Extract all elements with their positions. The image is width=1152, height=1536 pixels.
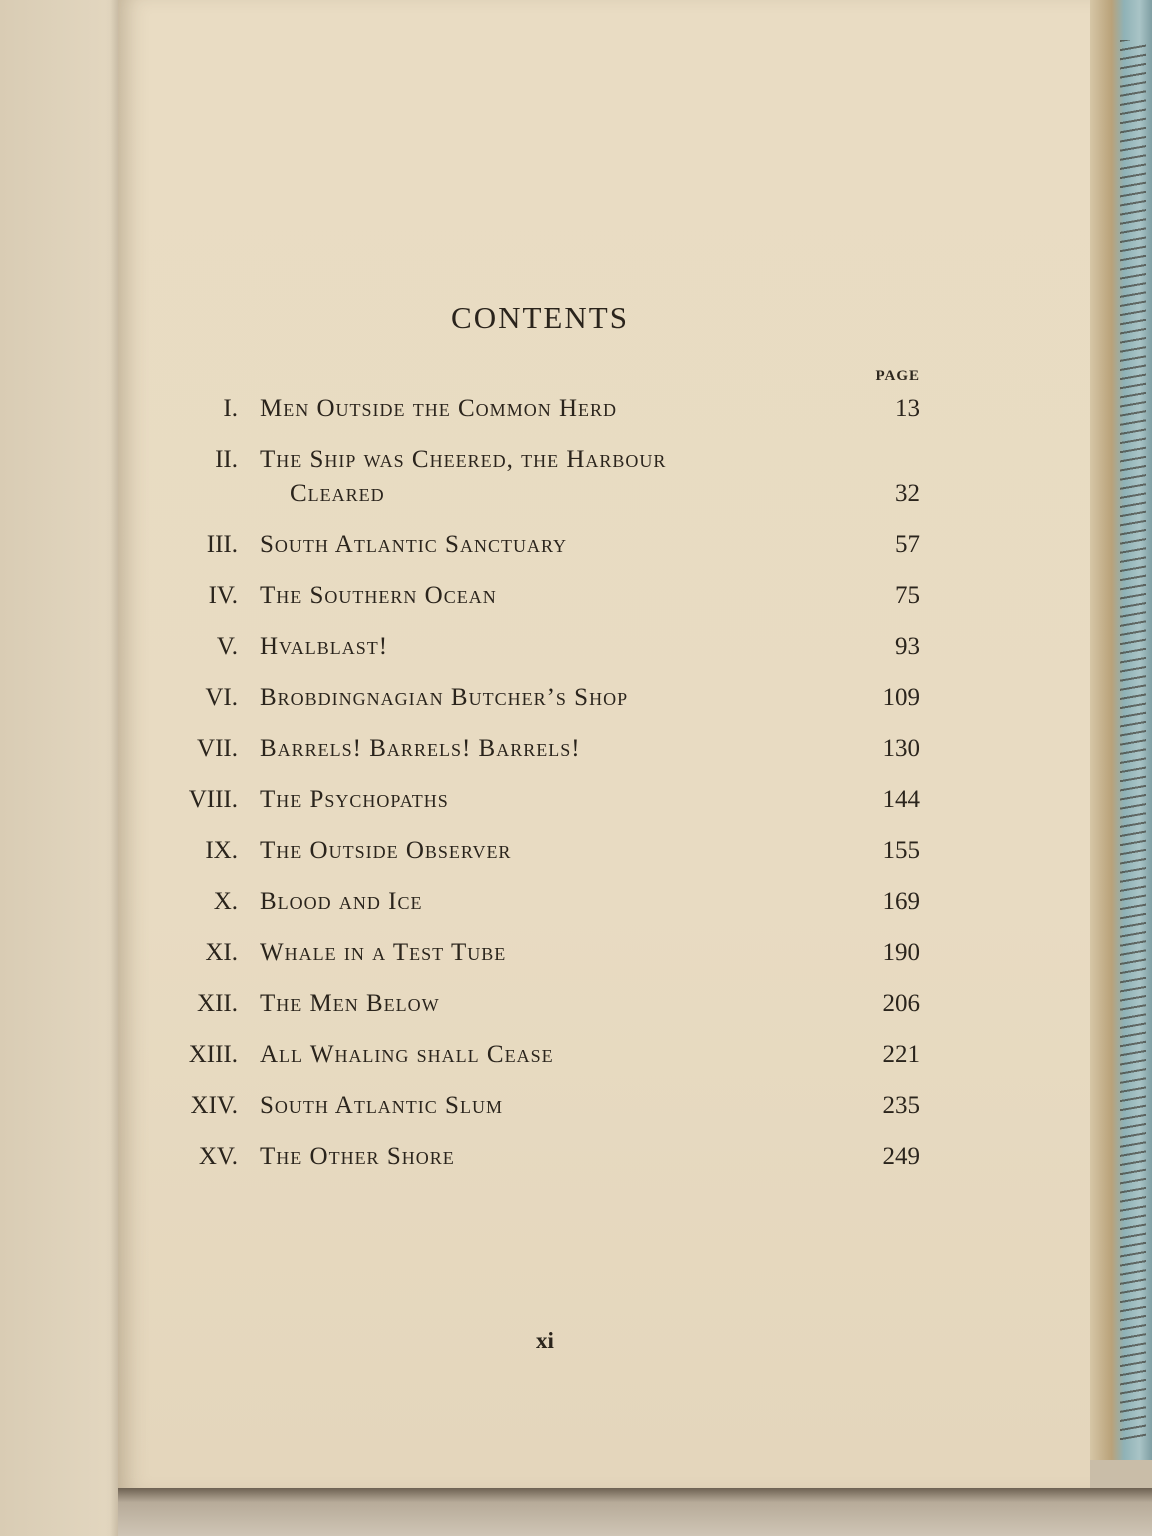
page-number: 13	[895, 395, 920, 422]
chapter-number: XIII.	[188, 1041, 238, 1068]
chapter-title: Brobdingnagian Butcher’s Shop	[260, 684, 629, 711]
chapter-title: Barrels! Barrels! Barrels!	[260, 735, 581, 762]
page-number: 249	[882, 1143, 920, 1170]
chapter-title: The Psychopaths	[260, 786, 449, 813]
toc-entry-12	[150, 987, 920, 1021]
page-column-header: PAGE	[875, 368, 920, 384]
chapter-title: The Southern Ocean	[260, 582, 497, 609]
chapter-number: XIV.	[190, 1092, 238, 1119]
page-number: 57	[895, 531, 920, 558]
book-cover-edge	[1090, 0, 1152, 1460]
page-number: 32	[895, 480, 920, 507]
chapter-title: All Whaling shall Cease	[260, 1041, 554, 1068]
toc-entry-10	[150, 885, 920, 919]
page-number: 190	[882, 939, 920, 966]
chapter-number: VIII.	[188, 786, 238, 813]
chapter-number: III.	[206, 531, 238, 558]
toc-entry-3	[150, 528, 920, 562]
chapter-number: II.	[215, 446, 238, 473]
page-folio: xi	[536, 1328, 554, 1353]
chapter-title: Hvalblast!	[260, 633, 389, 660]
chapter-number: V.	[216, 633, 238, 660]
toc-entry-14	[150, 1089, 920, 1123]
chapter-number: XI.	[205, 939, 238, 966]
chapter-title: South Atlantic Sanctuary	[260, 531, 567, 558]
chapter-title: Whale in a Test Tube	[260, 939, 507, 966]
chapter-number: VII.	[197, 735, 238, 762]
chapter-title: The Outside Observer	[260, 837, 512, 864]
chapter-title: The Men Below	[260, 990, 440, 1017]
chapter-title: Men Outside the Common Herd	[260, 395, 617, 422]
page-number: 75	[895, 582, 920, 609]
chapter-title-block	[260, 443, 840, 511]
chapter-number: VI.	[205, 684, 238, 711]
chapter-title: South Atlantic Slum	[260, 1092, 503, 1119]
page-number: 169	[882, 888, 920, 915]
page-number: 130	[882, 735, 920, 762]
chapter-number: X.	[213, 888, 238, 915]
toc-entry-7	[150, 732, 920, 766]
toc-entry-15	[150, 1140, 920, 1174]
chapter-number: I.	[223, 395, 238, 422]
toc-entry-1	[150, 392, 920, 426]
toc-entry-6	[150, 681, 920, 715]
page-number: 93	[895, 633, 920, 660]
chapter-title: The Ship was Cheered, the Harbour	[260, 446, 667, 473]
toc-entry-2	[150, 443, 920, 511]
chapter-number: IV.	[208, 582, 238, 609]
chapter-number: IX.	[205, 837, 238, 864]
page-number: 155	[882, 837, 920, 864]
table-of-contents	[150, 392, 920, 1191]
toc-entry-9	[150, 834, 920, 868]
chapter-title-continued: Cleared	[290, 480, 385, 507]
chapter-title: The Other Shore	[260, 1143, 455, 1170]
toc-entry-11	[150, 936, 920, 970]
page-title: CONTENTS	[451, 300, 629, 335]
toc-entry-8	[150, 783, 920, 817]
page-number: 144	[882, 786, 920, 813]
page-number: 109	[882, 684, 920, 711]
toc-entry-5	[150, 630, 920, 664]
book-bottom-edge	[118, 1488, 1152, 1536]
page-number: 235	[882, 1092, 920, 1119]
chapter-number: XII.	[197, 990, 238, 1017]
toc-entry-4	[150, 579, 920, 613]
chapter-number: XV.	[198, 1143, 238, 1170]
chapter-title: Blood and Ice	[260, 888, 423, 915]
page-number: 221	[882, 1041, 920, 1068]
toc-entry-13	[150, 1038, 920, 1072]
page-number: 206	[882, 990, 920, 1017]
